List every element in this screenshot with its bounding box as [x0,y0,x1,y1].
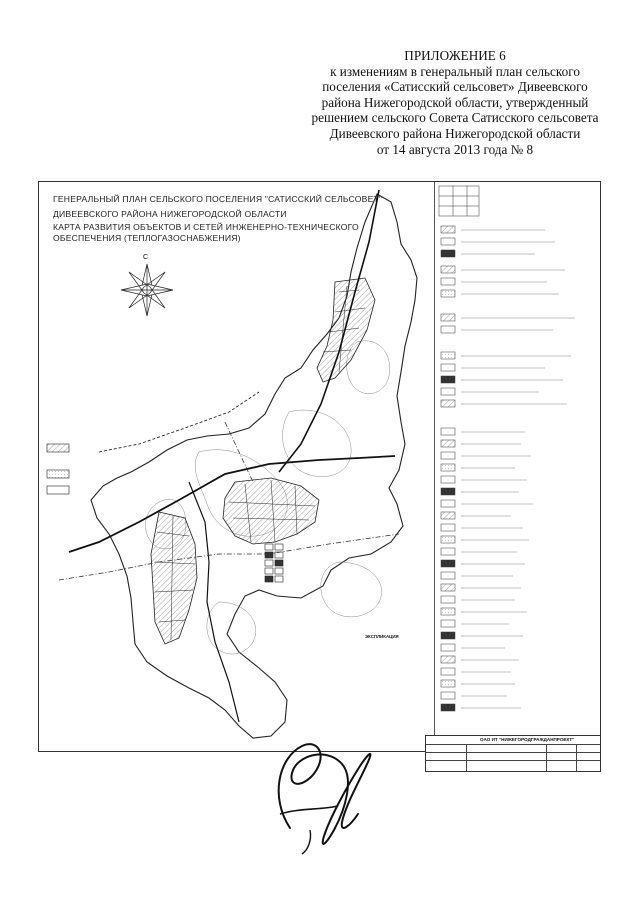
north-arrow-icon [121,264,173,316]
stamp-divider [466,744,467,771]
appendix-header [300,48,610,157]
map-title-line: ГЕНЕРАЛЬНЫЙ ПЛАН СЕЛЬСКОГО ПОСЕЛЕНИЯ "САТИССКИЙ СЕЛЬСОВЕТ" [53,194,383,204]
header-line: поселения «Сатисский сельсовет» Дивеевского [322,79,588,95]
legend-panel [434,182,601,751]
northern-village [317,278,375,382]
map-title-line: ДИВЕЕВСКОГО РАЙОНА НИЖЕГОРОДСКОЙ ОБЛАСТИ [53,209,287,219]
explication-block [331,634,423,704]
map-sheet [38,181,601,752]
map-title-line: ОБЕСПЕЧЕНИЯ (ТЕПЛОГАЗОСНАБЖЕНИЯ) [53,233,241,243]
central-village [223,478,319,544]
header-line: ПРИЛОЖЕНИЕ 6 [404,48,506,63]
gas-pipeline [59,534,399,580]
contour-line [283,410,352,477]
southern-village [151,512,197,644]
stamp-divider [576,744,577,771]
contour-line [207,602,256,654]
legend-graphics [435,182,601,751]
stamp-divider [426,744,600,745]
stamp-divider [546,744,547,771]
header-line: от 14 августа 2013 года № 8 [376,141,534,157]
signature-icon [250,718,390,858]
map-side-swatches [47,444,69,494]
contour-line [321,562,382,617]
stamp-divider [426,752,600,753]
stamp-organization: ОАО ИТ "НИЖЕГОРОДГРАЖДАНПРОЕКТ" [480,737,575,742]
facility-blocks [265,544,283,582]
stamp-divider [426,760,600,761]
map-title-line: КАРТА РАЗВИТИЯ ОБЪЕКТОВ И СЕТЕЙ ИНЖЕНЕРНО-ТЕХНИЧЕСКОГО [53,222,359,232]
header-line: района Нижегородской области, утвержденный [321,94,589,110]
header-line: Дивеевского района Нижегородской области [329,125,581,141]
title-block-stamp [425,735,601,772]
explication-title: ЭКСПЛИКАЦИЯ [365,634,399,639]
header-line: к изменениям в генеральный план сельского [330,63,580,79]
header-line: решением сельского Совета Сатисского сельсовета [311,110,599,126]
north-label: С [143,254,149,261]
